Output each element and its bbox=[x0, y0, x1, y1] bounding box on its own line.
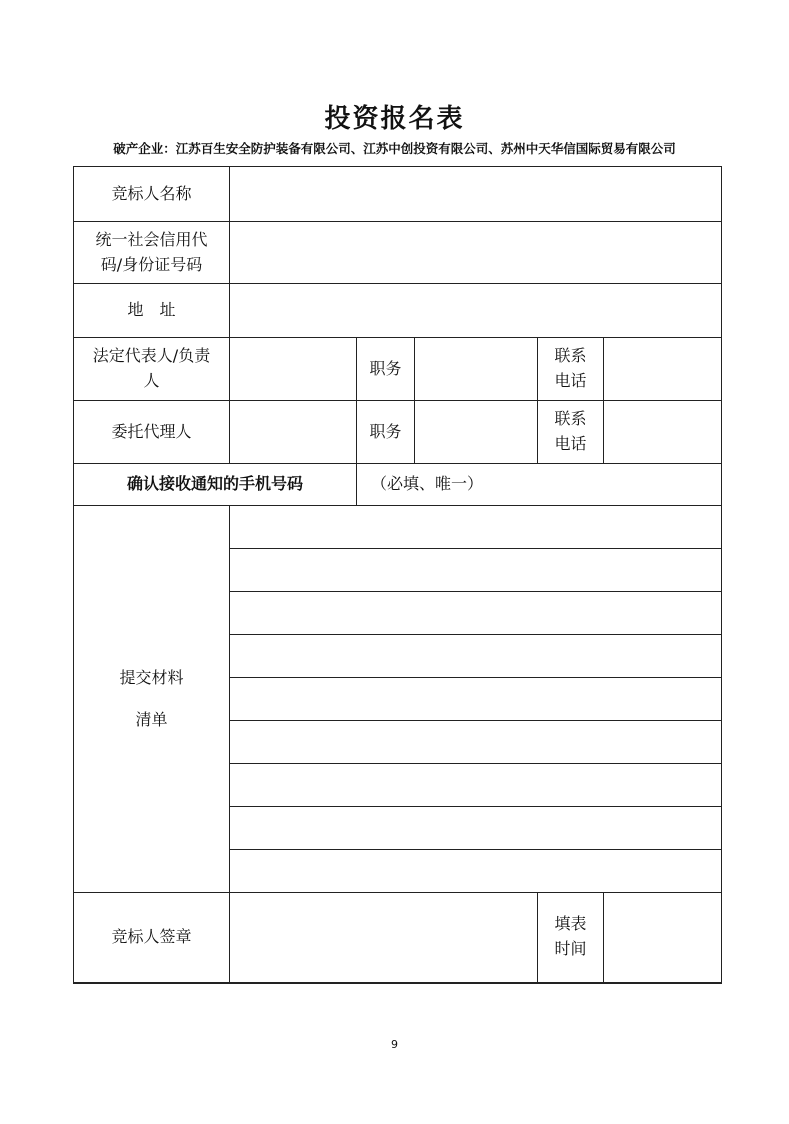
materials-label-line2: 清单 bbox=[135, 710, 168, 729]
signature-label: 竞标人签章 bbox=[74, 893, 230, 983]
agent-phone-label-line2: 电话 bbox=[554, 434, 587, 453]
agent-position-field[interactable] bbox=[415, 401, 538, 464]
materials-list bbox=[230, 506, 722, 893]
materials-line-field[interactable] bbox=[230, 721, 721, 764]
agent-label: 委托代理人 bbox=[74, 401, 230, 464]
materials-line bbox=[230, 850, 721, 893]
materials-label-line1: 提交材料 bbox=[119, 668, 184, 687]
materials-line bbox=[230, 807, 721, 850]
legal-rep-label bbox=[74, 338, 230, 401]
materials-line-field[interactable] bbox=[230, 635, 721, 678]
legal-rep-phone-label-line2: 电话 bbox=[554, 371, 587, 390]
credit-code-label-line1: 统一社会信用代 bbox=[95, 229, 208, 249]
registration-form bbox=[73, 166, 722, 984]
row-authorized-agent bbox=[74, 401, 722, 464]
legal-rep-label-line2: 人 bbox=[143, 371, 160, 390]
materials-line-field[interactable] bbox=[230, 850, 721, 893]
materials-line bbox=[230, 549, 721, 592]
materials-line-field[interactable] bbox=[230, 678, 721, 721]
legal-rep-phone-label-line1: 联系 bbox=[554, 346, 587, 366]
legal-rep-field[interactable] bbox=[230, 338, 357, 401]
fill-time-field[interactable] bbox=[604, 893, 722, 983]
fill-time-label bbox=[538, 893, 604, 983]
legal-rep-label-line1: 法定代表人/负责 bbox=[92, 346, 211, 366]
row-bidder-name bbox=[74, 167, 722, 222]
row-signature bbox=[74, 893, 722, 983]
row-legal-representative bbox=[74, 338, 722, 401]
row-address bbox=[74, 284, 722, 338]
bankrupt-companies-line: 破产企业：江苏百生安全防护装备有限公司、江苏中创投资有限公司、苏州中天华信国际贸易有限公司 bbox=[113, 141, 676, 156]
agent-field[interactable] bbox=[230, 401, 357, 464]
legal-rep-position-label: 职务 bbox=[357, 338, 415, 401]
materials-line bbox=[230, 678, 721, 721]
row-notify-phone bbox=[74, 464, 722, 506]
materials-line-field[interactable] bbox=[230, 549, 721, 592]
agent-position-label: 职务 bbox=[357, 401, 415, 464]
bidder-name-field[interactable] bbox=[230, 167, 722, 222]
agent-phone-label bbox=[538, 401, 604, 464]
materials-lines bbox=[230, 506, 721, 892]
page-title: 投资报名表 bbox=[324, 104, 465, 134]
address-label: 地 址 bbox=[74, 284, 230, 338]
legal-rep-phone-field[interactable] bbox=[604, 338, 722, 401]
materials-line-field[interactable] bbox=[230, 764, 721, 807]
fill-time-label-line1: 填表 bbox=[554, 914, 587, 934]
notify-phone-label: 确认接收通知的手机号码 bbox=[74, 464, 357, 506]
credit-code-label-line2: 码/身份证号码 bbox=[100, 254, 203, 274]
materials-line bbox=[230, 635, 721, 678]
signature-field[interactable] bbox=[230, 893, 538, 983]
fill-time-label-line2: 时间 bbox=[554, 939, 587, 959]
row-materials-checklist bbox=[74, 506, 722, 893]
legal-rep-phone-label bbox=[538, 338, 604, 401]
materials-label bbox=[74, 506, 230, 893]
notify-phone-hint: （必填、唯一） bbox=[371, 474, 484, 494]
credit-code-label bbox=[74, 222, 230, 284]
notify-phone-field[interactable] bbox=[357, 464, 722, 506]
materials-line-field[interactable] bbox=[230, 506, 721, 549]
materials-line bbox=[230, 764, 721, 807]
row-credit-code bbox=[74, 222, 722, 284]
agent-phone-field[interactable] bbox=[604, 401, 722, 464]
materials-line-field[interactable] bbox=[230, 592, 721, 635]
bidder-name-label: 竞标人名称 bbox=[74, 167, 230, 222]
materials-line bbox=[230, 592, 721, 635]
materials-line bbox=[230, 506, 721, 549]
credit-code-field[interactable] bbox=[230, 222, 722, 284]
address-field[interactable] bbox=[230, 284, 722, 338]
agent-phone-label-line1: 联系 bbox=[554, 409, 587, 429]
materials-line bbox=[230, 721, 721, 764]
legal-rep-position-field[interactable] bbox=[415, 338, 538, 401]
page-number: 9 bbox=[391, 1038, 398, 1051]
materials-line-field[interactable] bbox=[230, 807, 721, 850]
